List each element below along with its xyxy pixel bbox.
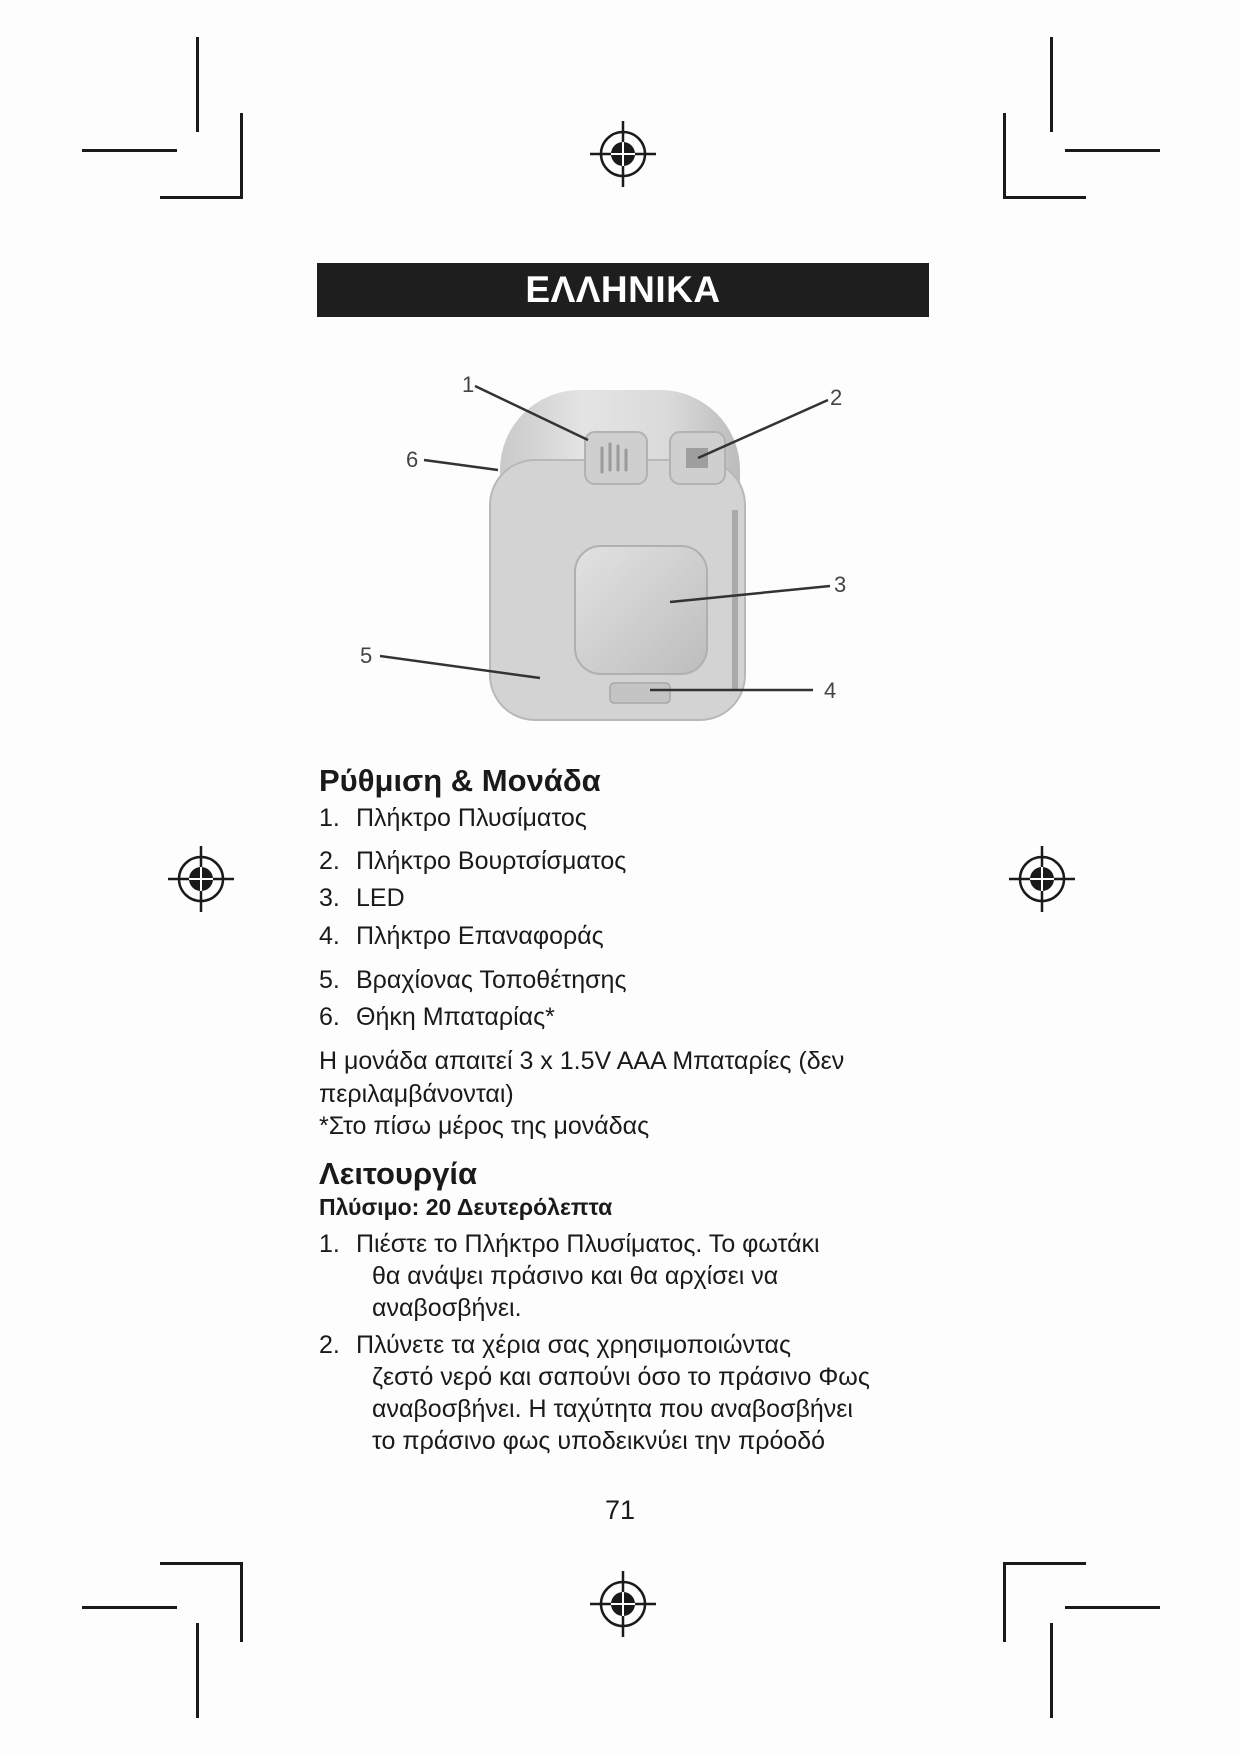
wash-subheading: Πλύσιμο: 20 Δευτερόλεπτα bbox=[319, 1194, 613, 1220]
setup-list-item bbox=[319, 966, 627, 995]
crop-mark bbox=[1065, 149, 1160, 152]
operation-heading: Λειτουργία bbox=[319, 1156, 478, 1191]
list-label: Θήκη Μπαταρίας* bbox=[356, 1003, 555, 1031]
crop-mark bbox=[1050, 37, 1053, 132]
setup-list-item bbox=[319, 1003, 555, 1032]
step-number: 2. bbox=[319, 1331, 340, 1359]
callout-label: 6 bbox=[406, 447, 419, 472]
device-illustration bbox=[340, 360, 880, 740]
callout-label: 5 bbox=[360, 643, 373, 668]
step-text: αναβοσβήνει. bbox=[372, 1294, 522, 1322]
crop-mark bbox=[196, 37, 199, 132]
battery-location-note: *Στο πίσω μέρος της μονάδας bbox=[319, 1112, 650, 1140]
crop-mark bbox=[160, 1562, 243, 1565]
step-text: αναβοσβήνει. Η ταχύτητα που αναβοσβήνει bbox=[372, 1395, 853, 1423]
callout-label: 3 bbox=[834, 572, 847, 597]
crop-mark bbox=[240, 1562, 243, 1642]
crop-mark bbox=[1065, 1606, 1160, 1609]
crop-mark bbox=[1003, 1562, 1086, 1565]
step-text: Πλύνετε τα χέρια σας χρησιμοποιώντας bbox=[356, 1331, 792, 1359]
list-number: 6. bbox=[319, 1003, 340, 1031]
crop-mark bbox=[160, 196, 243, 199]
list-number: 3. bbox=[319, 884, 340, 912]
list-label: Βραχίονας Τοποθέτησης bbox=[356, 966, 627, 994]
setup-list-item bbox=[319, 922, 604, 951]
list-label: Πλήκτρο Πλυσίματος bbox=[356, 804, 587, 832]
setup-heading: Ρύθμιση & Μονάδα bbox=[319, 763, 601, 798]
setup-list-item bbox=[319, 884, 405, 913]
list-number: 2. bbox=[319, 847, 340, 875]
led-panel bbox=[575, 546, 707, 674]
setup-list-item bbox=[319, 847, 626, 876]
list-label: Πλήκτρο Επαναφοράς bbox=[356, 922, 604, 950]
crop-mark bbox=[240, 113, 243, 198]
list-number: 4. bbox=[319, 922, 340, 950]
list-label: LED bbox=[356, 884, 405, 912]
crop-mark bbox=[1003, 113, 1006, 198]
step-text: ζεστό νερό και σαπούνι όσο το πράσινο Φως bbox=[372, 1363, 870, 1391]
step-item bbox=[319, 1331, 791, 1360]
list-label: Πλήκτρο Βουρτσίσματος bbox=[356, 847, 627, 875]
crop-mark bbox=[1003, 1562, 1006, 1642]
step-text: Πιέστε το Πλήκτρο Πλυσίματος. Το φωτάκι bbox=[356, 1230, 820, 1258]
list-number: 1. bbox=[319, 804, 340, 832]
crop-mark bbox=[1050, 1623, 1053, 1718]
registration-mark-icon bbox=[166, 844, 236, 914]
reset-button bbox=[610, 683, 670, 703]
list-number: 5. bbox=[319, 966, 340, 994]
step-text: θα ανάψει πράσινο και θα αρχίσει να bbox=[372, 1262, 779, 1290]
wash-button bbox=[585, 432, 647, 484]
step-text: το πράσινο φως υποδεικνύει την πρόοδό bbox=[372, 1427, 826, 1455]
crop-mark bbox=[196, 1623, 199, 1718]
page-number: 71 bbox=[604, 1495, 636, 1525]
registration-mark-icon bbox=[588, 1569, 658, 1639]
callout-label: 4 bbox=[824, 678, 837, 703]
crop-mark bbox=[82, 149, 177, 152]
callout-label: 1 bbox=[462, 372, 475, 397]
crop-mark bbox=[1003, 196, 1086, 199]
step-item bbox=[319, 1230, 820, 1259]
setup-list-item bbox=[319, 804, 587, 833]
step-number: 1. bbox=[319, 1230, 340, 1258]
registration-mark-icon bbox=[588, 119, 658, 189]
crop-mark bbox=[82, 1606, 177, 1609]
battery-note: περιλαμβάνονται) bbox=[319, 1080, 514, 1108]
section-title-bar: ΕΛΛΗΝΙΚΑ bbox=[317, 263, 929, 317]
battery-note: Η μονάδα απαιτεί 3 x 1.5V AAA Μπαταρίες (δεν bbox=[319, 1047, 845, 1075]
callout-label: 2 bbox=[830, 385, 843, 410]
registration-mark-icon bbox=[1007, 844, 1077, 914]
